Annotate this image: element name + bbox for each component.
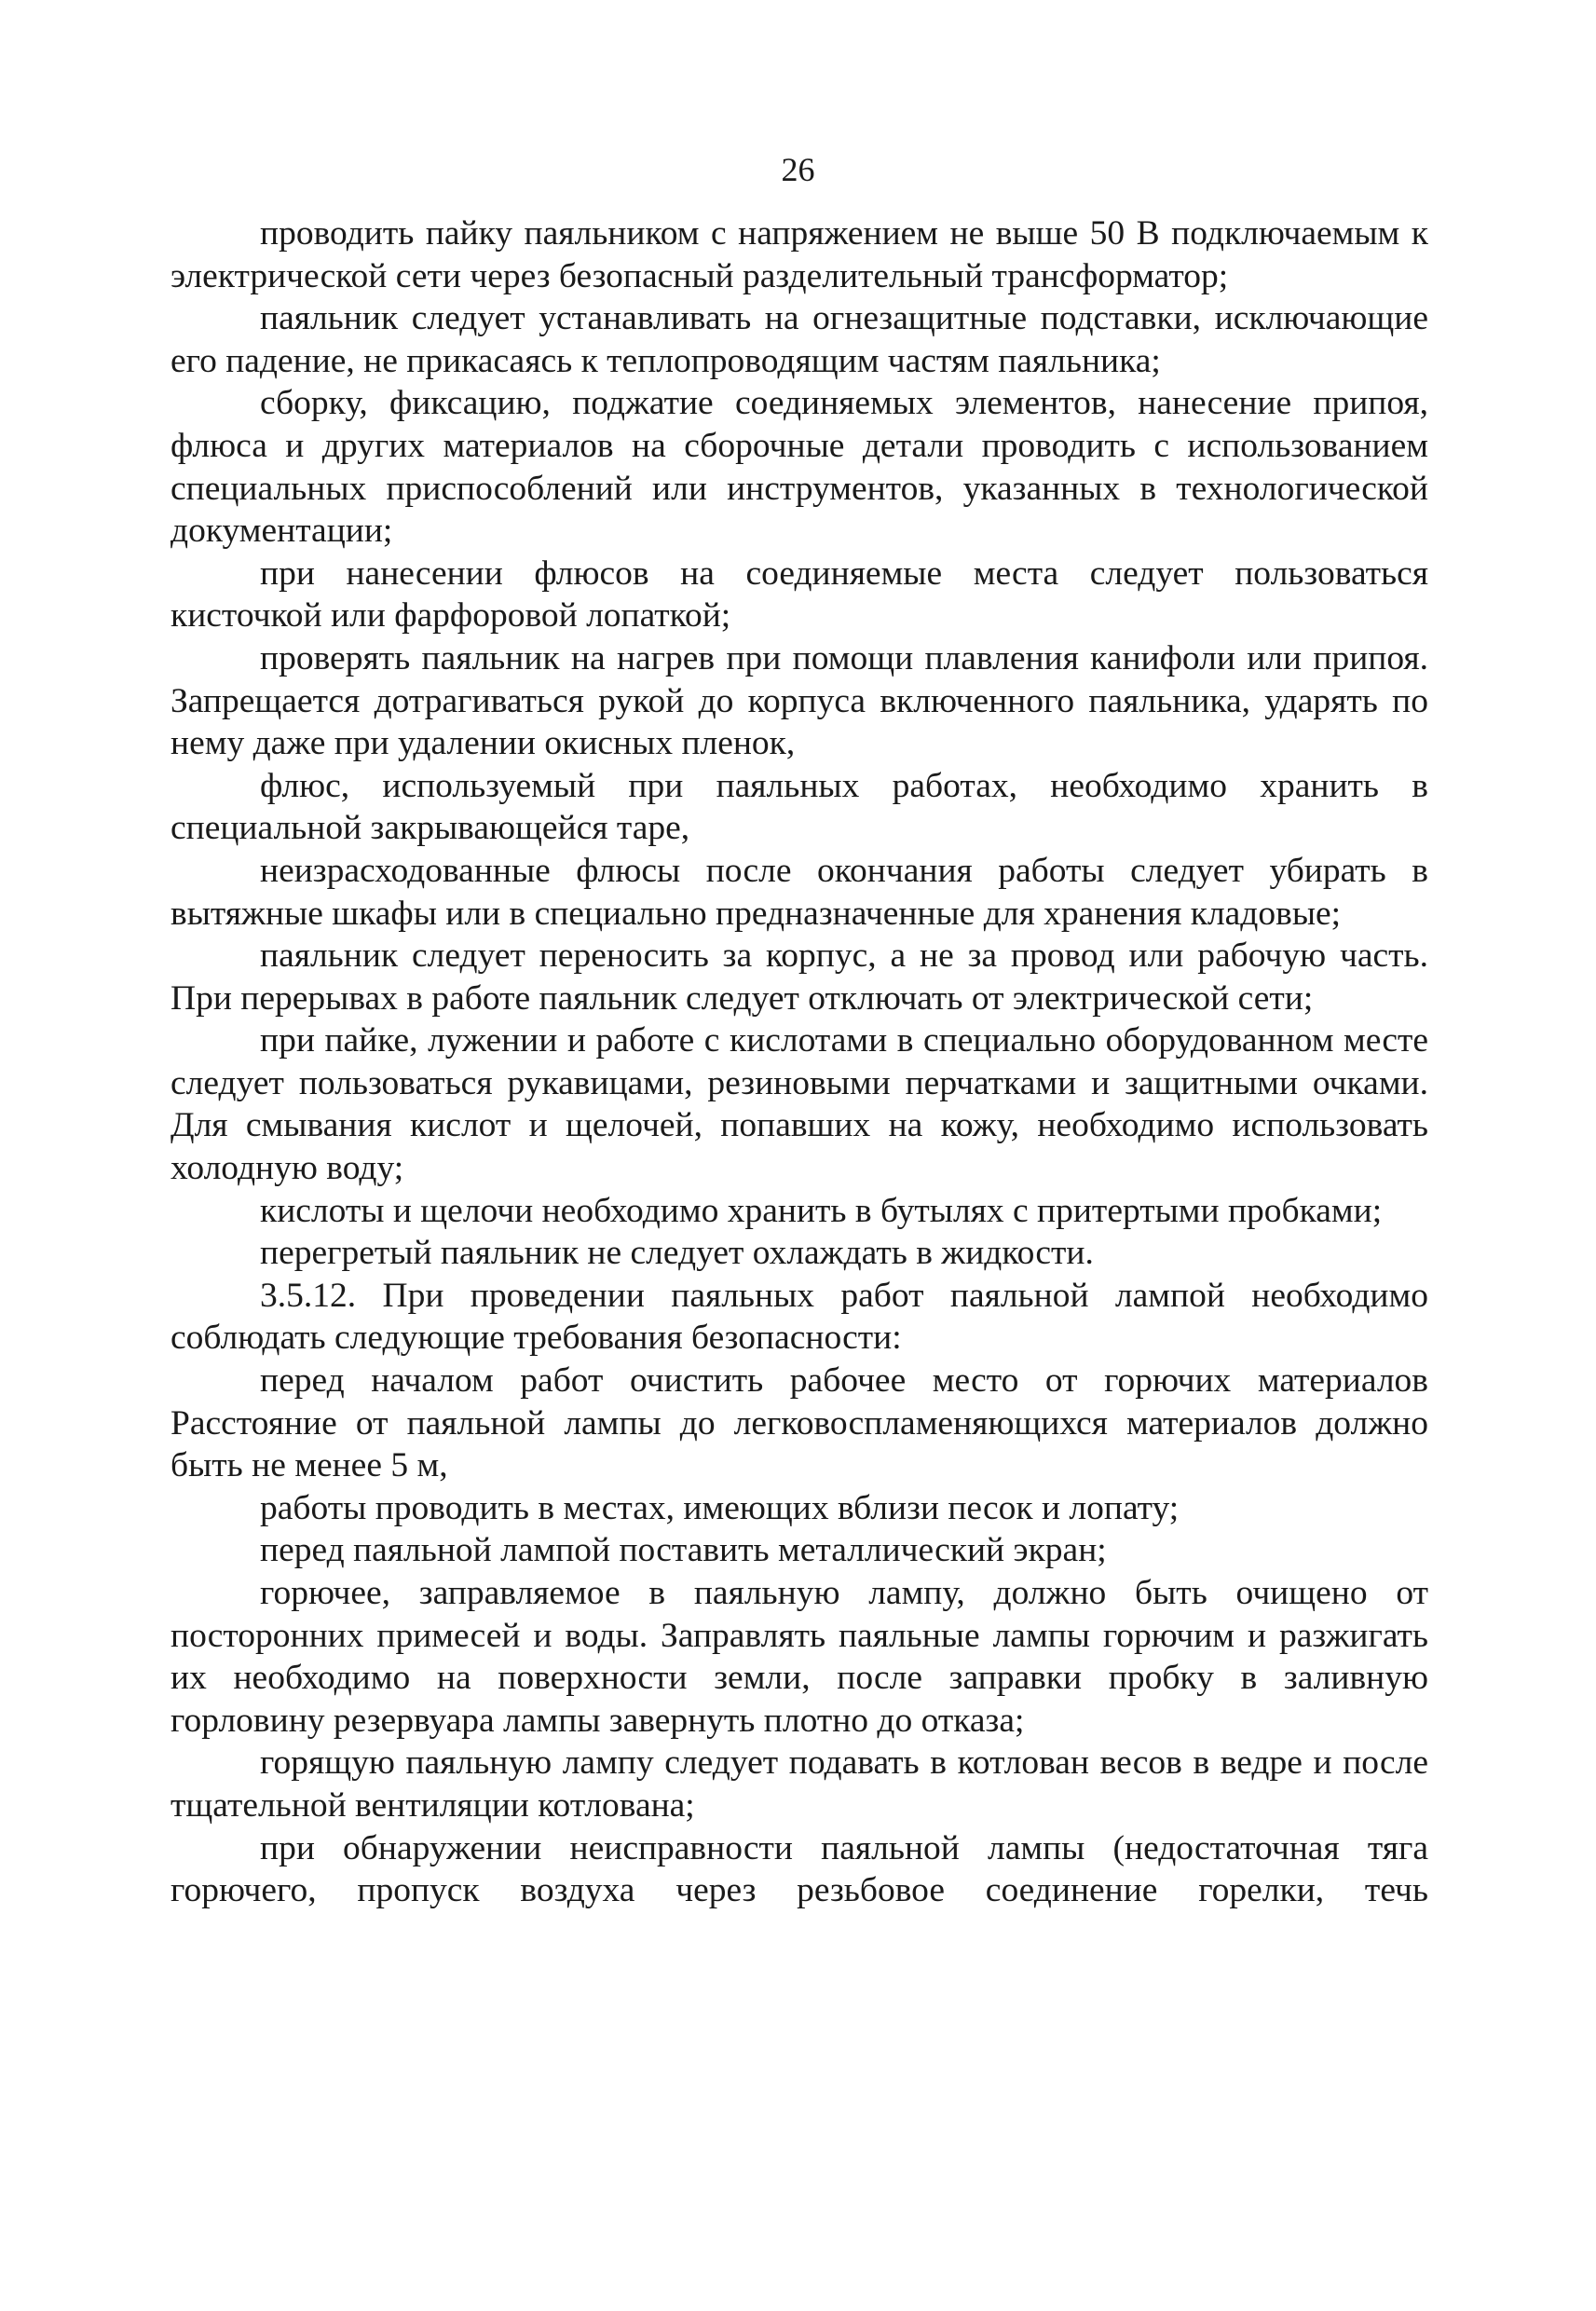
- paragraph-12: 3.5.12. При проведении паяльных работ паяльной лампой необходимо соблюдать следующие требования безопасности:: [171, 1276, 1428, 1358]
- paragraph-8: паяльник следует переносить за корпус, а не за провод или рабочую часть. При перерывах в работе паяльник следует отключать от электрической сети;: [171, 937, 1428, 1018]
- paragraph-13: перед началом работ очистить рабочее место от горючих материалов Расстояние от паяльной лампы до легковоспламеняющихся материалов должно быть не менее 5 м,: [171, 1361, 1428, 1485]
- paragraph-3: сборку, фиксацию, поджатие соединяемых элементов, нанесение припоя, флюса и других материалов на сборочные детали проводить с использованием специальных приспособлений или инструментов, указанных в технологической документации;: [171, 384, 1428, 551]
- paragraph-10: кислоты и щелочи необходимо хранить в бутылях с притертыми пробками;: [260, 1191, 1383, 1230]
- paragraph-4: при нанесении флюсов на соединяемые места следует пользоваться кисточкой или фарфоровой лопаткой;: [171, 554, 1428, 636]
- paragraph-16: горючее, заправляемое в паяльную лампу, должно быть очищено от посторонних примесей и воды. Заправлять паяльные лампы горючим и разжигать их необходимо на поверхности земли, после заправки пробку в заливную горловину резервуара лампы завернуть плотно до отказа;: [171, 1574, 1428, 1740]
- paragraph-6: флюс, используемый при паяльных работах, необходимо хранить в специальной закрывающейся таре,: [171, 766, 1428, 848]
- paragraph-1: проводить пайку паяльником с напряжением не выше 50 В подключаемым к электрической сети через безопасный разделительный трансформатор;: [171, 214, 1428, 295]
- paragraph-2: паяльник следует устанавливать на огнезащитные подставки, исключающие его падение, не прикасаясь к теплопроводящим частям паяльника;: [171, 299, 1428, 380]
- paragraph-11: перегретый паяльник не следует охлаждать в жидкости.: [260, 1234, 1094, 1273]
- paragraph-14: работы проводить в местах, имеющих вблизи песок и лопату;: [260, 1488, 1180, 1527]
- paragraph-7: неизрасходованные флюсы после окончания работы следует убирать в вытяжные шкафы или в специально предназначенные для хранения кладовые;: [171, 851, 1428, 933]
- paragraph-18: при обнаружении неисправности паяльной лампы (недостаточная тяга горючего, пропуск воздуха через резьбовое соединение горелки, течь: [171, 1828, 1428, 1910]
- paragraph-5: проверять паяльник на нагрев при помощи плавления канифоли или припоя. Запрещается дотрагиваться рукой до корпуса включенного паяльника, ударять по нему даже при удалении окисных пленок,: [171, 638, 1428, 763]
- page-number: 26: [781, 151, 815, 188]
- paragraph-9: при пайке, лужении и работе с кислотами в специально оборудованном месте следует пользоваться рукавицами, резиновыми перчатками и защитными очками. Для смывания кислот и щелочей, попавших на кожу, необходимо использовать холодную воду;: [171, 1021, 1428, 1188]
- paragraph-15: перед паяльной лампой поставить металлический экран;: [260, 1531, 1107, 1570]
- document-body: [171, 212, 1428, 1912]
- paragraph-17: горящую паяльную лампу следует подавать в котлован весов в ведре и после тщательной вентиляции котлована;: [171, 1744, 1428, 1825]
